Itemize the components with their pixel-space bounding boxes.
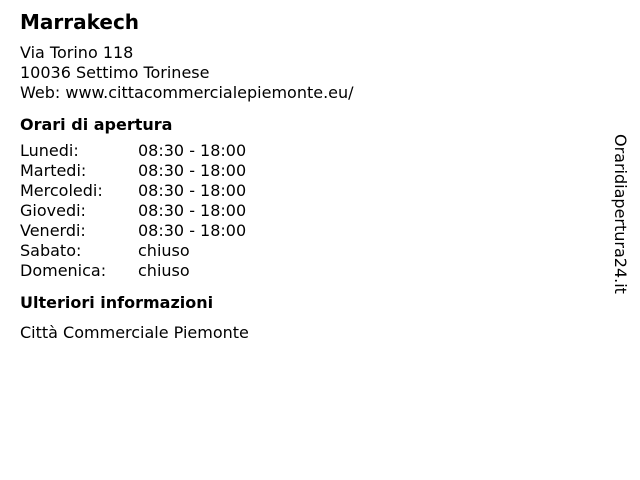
hours-row [20,261,354,281]
hours-day: Giovedi: [20,201,86,220]
store-name: Marrakech [20,10,140,34]
website-link[interactable]: Web: www.cittacommercialepiemonte.eu/ [20,83,354,102]
hours-table [20,141,354,281]
hours-row [20,181,354,201]
hours-row [20,141,354,161]
hours-day: Domenica: [20,261,107,280]
hours-time: 08:30 - 18:00 [138,141,247,160]
hours-day: Venerdi: [20,221,86,240]
hours-row [20,221,354,241]
more-info-title: Ulteriori informazioni [20,293,214,312]
hours-row [20,161,354,181]
site-watermark-label: Oraridiapertura24.it [611,134,630,294]
hours-time: 08:30 - 18:00 [138,221,247,240]
hours-time: 08:30 - 18:00 [138,181,247,200]
hours-row [20,201,354,221]
more-info-text: Città Commerciale Piemonte [20,323,249,342]
hours-day: Martedi: [20,161,87,180]
address-street: Via Torino 118 [20,43,134,62]
hours-day: Mercoledi: [20,181,103,200]
hours-time: chiuso [138,261,190,280]
address-block [20,43,354,103]
hours-row [20,241,354,261]
more-info-section [20,293,354,343]
hours-time: 08:30 - 18:00 [138,161,247,180]
hours-day: Lunedi: [20,141,79,160]
hours-title: Orari di apertura [20,115,173,134]
hours-day: Sabato: [20,241,82,260]
address-city: 10036 Settimo Torinese [20,63,210,82]
hours-time: 08:30 - 18:00 [138,201,247,220]
store-card [20,10,354,343]
hours-section [20,115,354,281]
hours-time: chiuso [138,241,190,260]
